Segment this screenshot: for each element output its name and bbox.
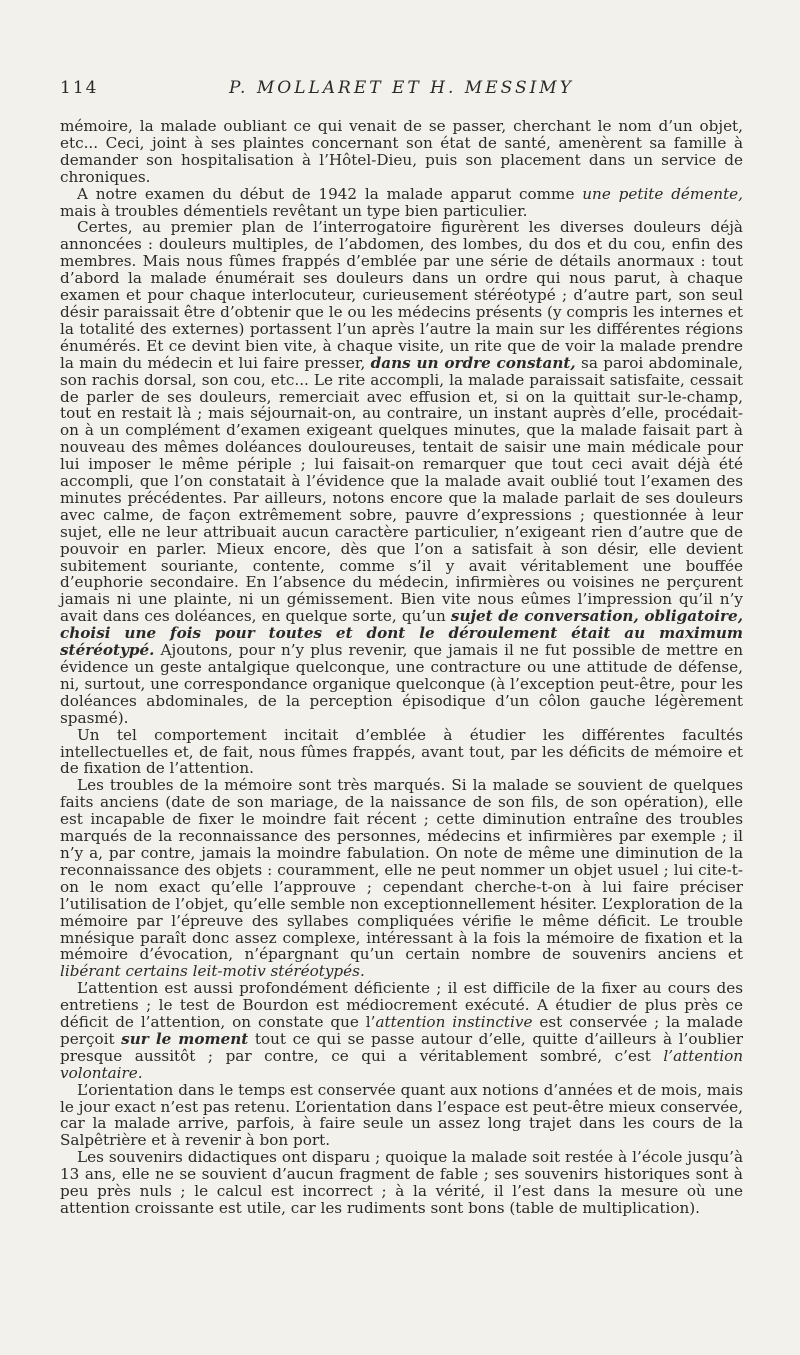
text-run: Certes, au premier plan de l’interrogatoire figurèrent les diverses douleurs déjà annoncées : douleurs multiples, de l’abdomen, des lombes, du dos et du cou, enfin des membres. Mais nous fûmes frappés d’emblée par une série de détails anormaux : tout d’abord la malade énumérait ses douleurs dans un ordre qui nous parut, à chaque examen et pour chaque interlocuteur, curieusement stéréotypé ; d’autre part, son seul désir paraissait être d’obtenir que le ou les médecins présents (y compris les internes et la totalité des externes) portassent l’un après l’autre la main sur les différentes régions énumérés. Et ce devint bien vite, à chaque visite, un rite que de voir la malade prendre la main du médecin et lui faire presser, (60, 218, 743, 372)
italic-text: sujet de conversation, obligatoire, choisi une fois pour toutes et dont le déroulement était au maximum stéréotypé. (60, 607, 743, 660)
text-run: A notre examen du début de 1942 la malade apparut comme (77, 184, 583, 203)
text-run: sa paroi abdominale, son rachis dorsal, son cou, etc... Le rite accompli, la malade paraissait satisfaite, cessait de parler de ses douleurs, remerciait avec effusion et, si on la quittait sur-le-champ, tout en restait là ; mais séjournait-on, au contraire, un instant auprès d’elle, procédait-on à un complément d’examen exigeant quelques minutes, que la malade faisait part à nouveau des mêmes doléances douloureuses, tentait de saisir une main médicale pour lui imposer le même périple ; lui faisait-on remarquer que tout ceci avait déjà été accompli, que l’on constatait à l’évidence que la malade avait oublié tout l’examen des minutes précédentes. Par ailleurs, notons encore que la malade parlait de ses douleurs avec calme, de façon extrêmement sobre, pauvre d’expressions ; questionnée à leur sujet, elle ne leur attribuait aucun caractère particulier, n’exigeant rien d’autre que de pouvoir en parler. Mieux encore, dès que l’on a satisfait à son désir, elle devient subitement souriante, contente, comme s’il y avait véritablement une bouffée d’euphorie secondaire. En l’absence du médecin, infirmières ou voisines ne perçurent jamais ni une plainte, ni un gémissement. Bien vite nous eûmes l’impression qu’il n’y avait dans ces doléances, en quelque sorte, qu’un (60, 353, 743, 626)
text-run: mais à troubles démentiels revêtant un type bien particulier. (60, 201, 528, 220)
italic-text: une petite démente, (582, 184, 743, 203)
text-run: L’orientation dans le temps est conservée quant aux notions d’années et de mois, mais le jour exact n’est pas retenu. L’orientation dans l’espace est peut-être mieux conservée, car la malade arrive, parfois, à faire seule un assez long trajet dans les cours de la Salpêtrière et à revenir à bon port. (60, 1080, 743, 1150)
paragraph (60, 1082, 743, 1150)
paragraph (60, 980, 743, 1081)
paragraph (60, 1149, 743, 1217)
paragraph (60, 727, 743, 778)
text-run: tout ce qui se passe autour d’elle, quitte d’ailleurs à l’oublier presque aussitôt ; par contre, ce qui a véritablement sombré, c’est (60, 1029, 743, 1065)
body-text (60, 118, 743, 1217)
text-run: Les troubles de la mémoire sont très marqués. Si la malade se souvient de quelques faits anciens (date de son mariage, de la naissance de son fils, de son opération), elle est incapable de fixer le moindre fait récent ; cette diminution entraîne des troubles marqués de la reconnaissance des personnes, médecins et infirmières par exemple ; il n’y a, par contre, jamais la moindre fabulation. On note de même une diminution de la reconnaissance des objets : couramment, elle ne peut nommer un objet usuel ; lui cite-t-on le nom exact qu’elle l’approuve ; cependant cherche-t-on à lui faire préciser l’utilisation de l’objet, qu’elle semble non exceptionnellement hésiter. L’exploration de la mémoire par l’épreuve des syllabes compliquées vérifie le même déficit. Le trouble mnésique paraît donc assez complexe, intéressant à la fois la mémoire de fixation et la mémoire d’évocation, n’épargnant qu’un certain nombre de souvenirs anciens et (60, 776, 743, 964)
text-run: Les souvenirs didactiques ont disparu ; quoique la malade soit restée à l’école jusqu’à 13 ans, elle ne se souvient d’aucun fragment de fable ; ses souvenirs historiques sont à peu près nuls ; le calcul est incorrect ; à la vérité, il l’est dans la mesure où une attention croissante est utile, car les rudiments sont bons (table de multiplication). (60, 1148, 743, 1217)
italic-text: libérant certains leit-motiv stéréotypés. (60, 962, 365, 981)
italic-text: dans un ordre constant, (370, 353, 576, 372)
running-title: P. MOLLARET ET H. MESSIMY (229, 78, 574, 98)
paragraph (60, 219, 743, 726)
text-run: Un tel comportement incitait d’emblée à étudier les différentes facultés intellectuelles et, de fait, nous fûmes frappés, avant tout, par les déficits de mémoire et de fixation de l’attention. (60, 725, 743, 778)
text-run: L’attention est aussi profondément déficiente ; il est difficile de la fixer au cours des entretiens ; le test de Bourdon est médiocrement exécuté. A étudier de plus près ce déficit de l’attention, on constate que l’ (60, 979, 743, 1032)
paragraph (60, 186, 743, 220)
italic-text: attention instinctive (375, 1013, 533, 1032)
paragraph (60, 777, 743, 980)
text-run: Ajoutons, pour n’y plus revenir, que jamais il ne fut possible de mettre en évidence un geste antalgique quelconque, une contracture ou une attitude de défense, ni, surtout, une correspondance organique quelconque (à l’exception peut-être, pour les doléances abdominales, de la perception épisodique d’un côlon gauche légèrement spasmé). (60, 641, 743, 727)
text-run: est conservée ; la malade perçoit (60, 1013, 743, 1048)
page-number: 114 (60, 78, 99, 98)
text-run: mémoire, la malade oubliant ce qui venait de se passer, cherchant le nom d’un objet, etc... Ceci, joint à ses plaintes concernant son état de santé, amenèrent sa famille à demander son hospitalisation à l’Hôtel-Dieu, puis son placement dans un service de chroniques. (60, 117, 743, 186)
italic-text: sur le moment (121, 1029, 249, 1048)
page-header (60, 78, 743, 102)
paragraph (60, 118, 743, 186)
italic-text: l’attention volontaire. (60, 1046, 743, 1082)
